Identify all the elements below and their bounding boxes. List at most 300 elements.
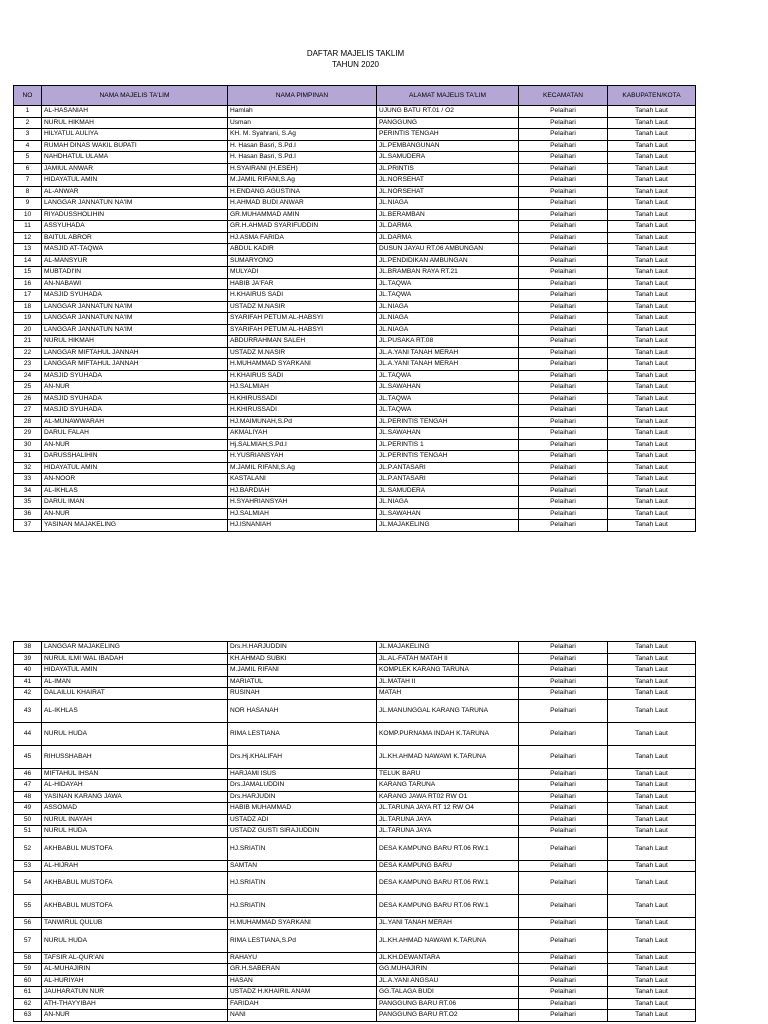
table-row bbox=[14, 267, 696, 279]
cell-kecamatan: Pelaihari bbox=[519, 175, 608, 187]
cell-alamat: PERINTIS TENGAH bbox=[377, 129, 519, 141]
cell-alamat: JL.MAJAKELING bbox=[377, 520, 519, 532]
cell-nama-pimpinan: H.ENDANG AGUSTINA bbox=[228, 186, 377, 198]
table-row bbox=[14, 255, 696, 267]
cell-nama-pimpinan: Hj.SALMIAH,S.Pd.I bbox=[228, 439, 377, 451]
cell-kabupaten: Tanah Laut bbox=[608, 163, 696, 175]
table-row bbox=[14, 244, 696, 256]
cell-kecamatan: Pelaihari bbox=[519, 255, 608, 267]
cell-alamat: KOMP.PURNAMA INDAH K.TARUNA bbox=[377, 722, 519, 745]
cell-kabupaten: Tanah Laut bbox=[608, 152, 696, 164]
cell-nama-majelis: AL-IMAN bbox=[42, 676, 228, 688]
cell-no: 20 bbox=[14, 324, 42, 336]
cell-no: 17 bbox=[14, 290, 42, 302]
table-row bbox=[14, 186, 696, 198]
cell-alamat: JL.NIAGA bbox=[377, 497, 519, 509]
majelis-table-part-2 bbox=[13, 641, 696, 1022]
cell-nama-majelis: AL-MANSYUR bbox=[42, 255, 228, 267]
table-row bbox=[14, 232, 696, 244]
cell-no: 36 bbox=[14, 508, 42, 520]
cell-kabupaten: Tanah Laut bbox=[608, 405, 696, 417]
cell-no: 44 bbox=[14, 722, 42, 745]
table-row bbox=[14, 918, 696, 930]
cell-kabupaten: Tanah Laut bbox=[608, 428, 696, 440]
table-row bbox=[14, 688, 696, 700]
cell-no: 41 bbox=[14, 676, 42, 688]
cell-nama-pimpinan: Drs.JAMALUDDIN bbox=[228, 780, 377, 792]
cell-nama-pimpinan: HJ.SRIATIN bbox=[228, 837, 377, 860]
cell-kabupaten: Tanah Laut bbox=[608, 952, 696, 964]
cell-nama-pimpinan: H.KHAIRUS SADI bbox=[228, 290, 377, 302]
cell-nama-pimpinan: HJ.SRIATIN bbox=[228, 872, 377, 895]
cell-alamat: JL.TARUNA JAYA RT 12 RW O4 bbox=[377, 803, 519, 815]
cell-kecamatan: Pelaihari bbox=[519, 232, 608, 244]
table-row bbox=[14, 382, 696, 394]
table-row bbox=[14, 278, 696, 290]
cell-no: 5 bbox=[14, 152, 42, 164]
cell-kabupaten: Tanah Laut bbox=[608, 462, 696, 474]
table-row bbox=[14, 140, 696, 152]
cell-kecamatan: Pelaihari bbox=[519, 462, 608, 474]
cell-kecamatan: Pelaihari bbox=[519, 826, 608, 838]
cell-nama-pimpinan: GR.H.SABERAN bbox=[228, 964, 377, 976]
cell-kabupaten: Tanah Laut bbox=[608, 688, 696, 700]
cell-nama-majelis: AL-IKHLAS bbox=[42, 485, 228, 497]
cell-alamat: MATAH bbox=[377, 688, 519, 700]
cell-alamat: JL.A.YANI TANAH MERAH bbox=[377, 347, 519, 359]
cell-kabupaten: Tanah Laut bbox=[608, 301, 696, 313]
cell-kecamatan: Pelaihari bbox=[519, 497, 608, 509]
cell-no: 12 bbox=[14, 232, 42, 244]
cell-no: 27 bbox=[14, 405, 42, 417]
cell-nama-pimpinan: USTADZ GUSTI SIRAJUDDIN bbox=[228, 826, 377, 838]
cell-alamat: JL.KH.AHMAD NAWAWI K.TARUNA bbox=[377, 929, 519, 952]
cell-nama-majelis: HILYATUL AULIYA bbox=[42, 129, 228, 141]
cell-kabupaten: Tanah Laut bbox=[608, 508, 696, 520]
cell-no: 21 bbox=[14, 336, 42, 348]
cell-nama-majelis: AN-NUR bbox=[42, 1010, 228, 1022]
cell-nama-pimpinan: FARIDAH bbox=[228, 998, 377, 1010]
cell-kecamatan: Pelaihari bbox=[519, 405, 608, 417]
cell-nama-pimpinan: H.MUHAMMAD SYARKANI bbox=[228, 918, 377, 930]
cell-alamat: KOMPLEK KARANG TARUNA bbox=[377, 665, 519, 677]
cell-kabupaten: Tanah Laut bbox=[608, 474, 696, 486]
cell-nama-pimpinan: RIMA LESTIANA bbox=[228, 722, 377, 745]
cell-no: 55 bbox=[14, 895, 42, 918]
cell-kecamatan: Pelaihari bbox=[519, 699, 608, 722]
cell-alamat: JL.P.ANTASARI bbox=[377, 462, 519, 474]
table-row bbox=[14, 290, 696, 302]
cell-kabupaten: Tanah Laut bbox=[608, 975, 696, 987]
cell-kecamatan: Pelaihari bbox=[519, 768, 608, 780]
cell-no: 39 bbox=[14, 653, 42, 665]
cell-kecamatan: Pelaihari bbox=[519, 359, 608, 371]
cell-nama-majelis: ASSOMAD bbox=[42, 803, 228, 815]
cell-kecamatan: Pelaihari bbox=[519, 803, 608, 815]
cell-nama-pimpinan: HJ.BARDIAH bbox=[228, 485, 377, 497]
cell-alamat: PANGGUNG bbox=[377, 117, 519, 129]
cell-alamat: GG.MUHAJIRIN bbox=[377, 964, 519, 976]
cell-nama-pimpinan: USTADZ M.NASIR bbox=[228, 347, 377, 359]
cell-alamat: JL.SAWAHAN bbox=[377, 428, 519, 440]
cell-nama-pimpinan: HABIB JA'FAR bbox=[228, 278, 377, 290]
cell-kabupaten: Tanah Laut bbox=[608, 699, 696, 722]
cell-nama-majelis: JAUHARATUN NUR bbox=[42, 987, 228, 999]
cell-nama-majelis: DARUL IMAN bbox=[42, 497, 228, 509]
table-row bbox=[14, 653, 696, 665]
cell-kabupaten: Tanah Laut bbox=[608, 393, 696, 405]
cell-kabupaten: Tanah Laut bbox=[608, 485, 696, 497]
cell-nama-majelis: DALAILUL KHAIRAT bbox=[42, 688, 228, 700]
cell-no: 11 bbox=[14, 221, 42, 233]
cell-no: 48 bbox=[14, 791, 42, 803]
header-alamat: ALAMAT MAJELIS TA'LIM bbox=[377, 86, 519, 106]
cell-alamat: TELUK BARU bbox=[377, 768, 519, 780]
table-row bbox=[14, 895, 696, 918]
cell-alamat: JL.DARMA bbox=[377, 221, 519, 233]
header-kabupaten: KABUPATEN/KOTA bbox=[608, 86, 696, 106]
table-row bbox=[14, 665, 696, 677]
cell-alamat: JL.NORSEHAT bbox=[377, 175, 519, 187]
cell-kecamatan: Pelaihari bbox=[519, 221, 608, 233]
table-row bbox=[14, 745, 696, 768]
cell-no: 45 bbox=[14, 745, 42, 768]
cell-kabupaten: Tanah Laut bbox=[608, 336, 696, 348]
cell-no: 37 bbox=[14, 520, 42, 532]
cell-no: 29 bbox=[14, 428, 42, 440]
cell-no: 23 bbox=[14, 359, 42, 371]
table-row bbox=[14, 106, 696, 118]
cell-kecamatan: Pelaihari bbox=[519, 642, 608, 654]
cell-kecamatan: Pelaihari bbox=[519, 929, 608, 952]
cell-alamat: JL.YANI TANAH MERAH bbox=[377, 918, 519, 930]
cell-no: 50 bbox=[14, 814, 42, 826]
cell-nama-majelis: RIYADUSSHOLIHIN bbox=[42, 209, 228, 221]
cell-nama-majelis: AN-NUR bbox=[42, 382, 228, 394]
table-row bbox=[14, 987, 696, 999]
cell-kabupaten: Tanah Laut bbox=[608, 987, 696, 999]
cell-no: 52 bbox=[14, 837, 42, 860]
table-row bbox=[14, 676, 696, 688]
header-kecamatan: KECAMATAN bbox=[519, 86, 608, 106]
cell-kecamatan: Pelaihari bbox=[519, 209, 608, 221]
table-row bbox=[14, 451, 696, 463]
table-row bbox=[14, 175, 696, 187]
cell-kabupaten: Tanah Laut bbox=[608, 232, 696, 244]
cell-alamat: JL.P.ANTASARI bbox=[377, 474, 519, 486]
cell-nama-majelis: YASINAN KARANG JAWA bbox=[42, 791, 228, 803]
table-row bbox=[14, 768, 696, 780]
table-row bbox=[14, 520, 696, 532]
cell-kecamatan: Pelaihari bbox=[519, 508, 608, 520]
cell-kabupaten: Tanah Laut bbox=[608, 929, 696, 952]
cell-alamat: DESA KAMPUNG BARU RT.06 RW.1 bbox=[377, 872, 519, 895]
cell-no: 25 bbox=[14, 382, 42, 394]
cell-nama-pimpinan: HJ.SALMIAH bbox=[228, 508, 377, 520]
cell-kabupaten: Tanah Laut bbox=[608, 278, 696, 290]
cell-nama-pimpinan: MULYADI bbox=[228, 267, 377, 279]
cell-kabupaten: Tanah Laut bbox=[608, 382, 696, 394]
table-header-row bbox=[14, 86, 696, 106]
cell-nama-majelis: NURUL HUDA bbox=[42, 826, 228, 838]
cell-kecamatan: Pelaihari bbox=[519, 1010, 608, 1022]
cell-no: 61 bbox=[14, 987, 42, 999]
cell-no: 33 bbox=[14, 474, 42, 486]
cell-no: 15 bbox=[14, 267, 42, 279]
cell-kabupaten: Tanah Laut bbox=[608, 324, 696, 336]
cell-kabupaten: Tanah Laut bbox=[608, 198, 696, 210]
table-row bbox=[14, 221, 696, 233]
cell-kecamatan: Pelaihari bbox=[519, 975, 608, 987]
cell-nama-majelis: LANGGAR JANNATUN NA'IM bbox=[42, 313, 228, 325]
cell-kecamatan: Pelaihari bbox=[519, 665, 608, 677]
table-row bbox=[14, 370, 696, 382]
cell-kabupaten: Tanah Laut bbox=[608, 642, 696, 654]
cell-alamat: JL.MANUNGGAL KARANG TARUNA bbox=[377, 699, 519, 722]
cell-nama-pimpinan: HJ.SALMIAH bbox=[228, 382, 377, 394]
table-row bbox=[14, 209, 696, 221]
cell-nama-majelis: AL-MUNAWWARAH bbox=[42, 416, 228, 428]
cell-kecamatan: Pelaihari bbox=[519, 872, 608, 895]
cell-kecamatan: Pelaihari bbox=[519, 393, 608, 405]
cell-nama-pimpinan: ABDUL KADIR bbox=[228, 244, 377, 256]
cell-nama-pimpinan: HJ.ASMA FARIDA bbox=[228, 232, 377, 244]
cell-alamat: JL.SAMUDERA bbox=[377, 485, 519, 497]
cell-no: 62 bbox=[14, 998, 42, 1010]
cell-kecamatan: Pelaihari bbox=[519, 987, 608, 999]
table-row bbox=[14, 964, 696, 976]
cell-kabupaten: Tanah Laut bbox=[608, 451, 696, 463]
cell-kabupaten: Tanah Laut bbox=[608, 872, 696, 895]
cell-alamat: JL.SAWAHAN bbox=[377, 508, 519, 520]
cell-nama-pimpinan: GR.MUHAMMAD AMIN bbox=[228, 209, 377, 221]
cell-kecamatan: Pelaihari bbox=[519, 653, 608, 665]
cell-nama-majelis: AN-NUR bbox=[42, 439, 228, 451]
cell-no: 32 bbox=[14, 462, 42, 474]
table-row bbox=[14, 975, 696, 987]
cell-nama-pimpinan: Drs.Hj.KHALIFAH bbox=[228, 745, 377, 768]
cell-kecamatan: Pelaihari bbox=[519, 998, 608, 1010]
cell-no: 4 bbox=[14, 140, 42, 152]
cell-kecamatan: Pelaihari bbox=[519, 964, 608, 976]
table-row bbox=[14, 508, 696, 520]
table-row bbox=[14, 998, 696, 1010]
cell-kecamatan: Pelaihari bbox=[519, 324, 608, 336]
cell-kecamatan: Pelaihari bbox=[519, 814, 608, 826]
cell-kabupaten: Tanah Laut bbox=[608, 1010, 696, 1022]
cell-alamat: JL.TARUNA JAYA bbox=[377, 814, 519, 826]
cell-nama-majelis: LANGGAR JANNATUN NA'IM bbox=[42, 301, 228, 313]
cell-kabupaten: Tanah Laut bbox=[608, 791, 696, 803]
cell-kabupaten: Tanah Laut bbox=[608, 768, 696, 780]
cell-alamat: JL.NIAGA bbox=[377, 313, 519, 325]
cell-alamat: GG.TALAGA BUDI bbox=[377, 987, 519, 999]
cell-alamat: JL.TAQWA bbox=[377, 393, 519, 405]
cell-kabupaten: Tanah Laut bbox=[608, 814, 696, 826]
cell-alamat: JL.KH.AHMAD NAWAWI K.TARUNA bbox=[377, 745, 519, 768]
cell-nama-pimpinan: HASAN bbox=[228, 975, 377, 987]
cell-nama-pimpinan: HJ.SRIATIN bbox=[228, 895, 377, 918]
cell-nama-majelis: AKHBABUL MUSTOFA bbox=[42, 872, 228, 895]
cell-nama-majelis: LANGGAR MIFTAHUL JANNAH bbox=[42, 359, 228, 371]
table-row bbox=[14, 313, 696, 325]
cell-kabupaten: Tanah Laut bbox=[608, 653, 696, 665]
cell-kecamatan: Pelaihari bbox=[519, 676, 608, 688]
cell-nama-majelis: MUBTADI'IN bbox=[42, 267, 228, 279]
cell-nama-pimpinan: HABIB MUHAMMAD bbox=[228, 803, 377, 815]
cell-nama-pimpinan: H.SYAHRIANSYAH bbox=[228, 497, 377, 509]
table-row bbox=[14, 393, 696, 405]
cell-nama-pimpinan: USTADZ ADI bbox=[228, 814, 377, 826]
cell-nama-pimpinan: HJ.MAIMUNAH,S.Pd bbox=[228, 416, 377, 428]
cell-kecamatan: Pelaihari bbox=[519, 140, 608, 152]
cell-kecamatan: Pelaihari bbox=[519, 117, 608, 129]
cell-nama-pimpinan: H.SYAIRANI (H.ESEH) bbox=[228, 163, 377, 175]
cell-no: 54 bbox=[14, 872, 42, 895]
cell-nama-pimpinan: KASTALANI bbox=[228, 474, 377, 486]
cell-nama-majelis: BAITUL ABROR bbox=[42, 232, 228, 244]
cell-nama-majelis: HIDAYATUL AMIN bbox=[42, 665, 228, 677]
cell-kecamatan: Pelaihari bbox=[519, 451, 608, 463]
cell-kecamatan: Pelaihari bbox=[519, 186, 608, 198]
table-row bbox=[14, 722, 696, 745]
cell-kecamatan: Pelaihari bbox=[519, 267, 608, 279]
cell-nama-majelis: RIHUSSHABAH bbox=[42, 745, 228, 768]
cell-alamat: JL.BERAMBAN bbox=[377, 209, 519, 221]
table-row bbox=[14, 416, 696, 428]
cell-no: 30 bbox=[14, 439, 42, 451]
table-row bbox=[14, 462, 696, 474]
cell-alamat: JL.MATAH II bbox=[377, 676, 519, 688]
cell-alamat: JL.DARMA bbox=[377, 232, 519, 244]
cell-no: 28 bbox=[14, 416, 42, 428]
cell-no: 7 bbox=[14, 175, 42, 187]
cell-no: 43 bbox=[14, 699, 42, 722]
cell-no: 31 bbox=[14, 451, 42, 463]
cell-no: 1 bbox=[14, 106, 42, 118]
cell-kabupaten: Tanah Laut bbox=[608, 722, 696, 745]
cell-nama-majelis: AN-NOOR bbox=[42, 474, 228, 486]
cell-alamat: JL.A.YANI ANGSAU bbox=[377, 975, 519, 987]
table-row bbox=[14, 359, 696, 371]
cell-no: 40 bbox=[14, 665, 42, 677]
cell-nama-pimpinan: Hamlah bbox=[228, 106, 377, 118]
cell-nama-pimpinan: KH.AHMAD SUBKI bbox=[228, 653, 377, 665]
table-row bbox=[14, 439, 696, 451]
cell-kecamatan: Pelaihari bbox=[519, 520, 608, 532]
table-row bbox=[14, 117, 696, 129]
table-row bbox=[14, 163, 696, 175]
table-row bbox=[14, 324, 696, 336]
cell-no: 8 bbox=[14, 186, 42, 198]
cell-nama-majelis: MASJID SYUHADA bbox=[42, 405, 228, 417]
cell-no: 19 bbox=[14, 313, 42, 325]
header-nama-pimpinan: NAMA PIMPINAN bbox=[228, 86, 377, 106]
table-row bbox=[14, 347, 696, 359]
cell-nama-pimpinan: H.MUHAMMAD SYARKANI bbox=[228, 359, 377, 371]
cell-nama-majelis: AKHBABUL MUSTOFA bbox=[42, 837, 228, 860]
cell-alamat: JL.TAQWA bbox=[377, 405, 519, 417]
cell-nama-majelis: NURUL INAYAH bbox=[42, 814, 228, 826]
cell-nama-majelis: AL-HURIYAH bbox=[42, 975, 228, 987]
cell-nama-majelis: YASINAN MAJAKELING bbox=[42, 520, 228, 532]
cell-no: 60 bbox=[14, 975, 42, 987]
table-row bbox=[14, 780, 696, 792]
cell-nama-majelis: AL-HASANIAH bbox=[42, 106, 228, 118]
cell-nama-majelis: LANGGAR MAJAKELING bbox=[42, 642, 228, 654]
cell-kecamatan: Pelaihari bbox=[519, 382, 608, 394]
cell-kecamatan: Pelaihari bbox=[519, 278, 608, 290]
table-row bbox=[14, 814, 696, 826]
cell-alamat: DESA KAMPUNG BARU RT.06 RW.1 bbox=[377, 837, 519, 860]
cell-nama-pimpinan: AKMALIYAH bbox=[228, 428, 377, 440]
table-row bbox=[14, 497, 696, 509]
cell-alamat: JL.PRINTIS bbox=[377, 163, 519, 175]
cell-nama-pimpinan: H. Hasan Basri, S.Pd.I bbox=[228, 140, 377, 152]
cell-kabupaten: Tanah Laut bbox=[608, 106, 696, 118]
cell-alamat: JL.SAWAHAN bbox=[377, 382, 519, 394]
cell-nama-pimpinan: GR.H.AHMAD SYARIFUDDIN bbox=[228, 221, 377, 233]
cell-nama-majelis: AN-NUR bbox=[42, 508, 228, 520]
cell-kabupaten: Tanah Laut bbox=[608, 895, 696, 918]
table-row bbox=[14, 301, 696, 313]
cell-kecamatan: Pelaihari bbox=[519, 416, 608, 428]
cell-nama-majelis: LANGGAR MIFTAHUL JANNAH bbox=[42, 347, 228, 359]
cell-kecamatan: Pelaihari bbox=[519, 163, 608, 175]
cell-kabupaten: Tanah Laut bbox=[608, 665, 696, 677]
cell-kabupaten: Tanah Laut bbox=[608, 359, 696, 371]
cell-kabupaten: Tanah Laut bbox=[608, 918, 696, 930]
cell-nama-majelis: DARUSSHALIHIN bbox=[42, 451, 228, 463]
cell-no: 63 bbox=[14, 1010, 42, 1022]
cell-alamat: DUSUN JAYAU RT.06 AMBUNGAN bbox=[377, 244, 519, 256]
cell-nama-pimpinan: HARJAMI ISUS bbox=[228, 768, 377, 780]
cell-no: 42 bbox=[14, 688, 42, 700]
cell-kabupaten: Tanah Laut bbox=[608, 497, 696, 509]
cell-nama-majelis: LANGGAR JANNATUN NA'IM bbox=[42, 324, 228, 336]
header-nama-majelis: NAMA MAJELIS TA'LIM bbox=[42, 86, 228, 106]
cell-no: 58 bbox=[14, 952, 42, 964]
cell-alamat: JL.A.YANI TANAH MERAH bbox=[377, 359, 519, 371]
cell-alamat: JL.PEMBANGUNAN bbox=[377, 140, 519, 152]
document-subtitle: TAHUN 2020 bbox=[332, 60, 379, 69]
table-row bbox=[14, 826, 696, 838]
cell-nama-majelis: ASSYUHADA bbox=[42, 221, 228, 233]
cell-nama-majelis: AL-MUHAJIRIN bbox=[42, 964, 228, 976]
cell-alamat: JL.NIAGA bbox=[377, 324, 519, 336]
cell-no: 59 bbox=[14, 964, 42, 976]
cell-no: 2 bbox=[14, 117, 42, 129]
table-row bbox=[14, 198, 696, 210]
cell-kecamatan: Pelaihari bbox=[519, 198, 608, 210]
cell-no: 13 bbox=[14, 244, 42, 256]
table-row bbox=[14, 152, 696, 164]
cell-kabupaten: Tanah Laut bbox=[608, 347, 696, 359]
cell-kecamatan: Pelaihari bbox=[519, 290, 608, 302]
cell-kecamatan: Pelaihari bbox=[519, 129, 608, 141]
cell-nama-majelis: AL-HIDAYAH bbox=[42, 780, 228, 792]
cell-no: 18 bbox=[14, 301, 42, 313]
cell-no: 26 bbox=[14, 393, 42, 405]
cell-nama-majelis: AL-HIJRAH bbox=[42, 860, 228, 872]
cell-nama-majelis: DARUL FALAH bbox=[42, 428, 228, 440]
cell-nama-majelis: NURUL HIKMAH bbox=[42, 117, 228, 129]
cell-nama-pimpinan: USTADZ H.KHAIRIL ANAM bbox=[228, 987, 377, 999]
cell-alamat: PANGGUNG BARU RT.06 bbox=[377, 998, 519, 1010]
cell-nama-majelis: MASJID SYUHADA bbox=[42, 290, 228, 302]
cell-kecamatan: Pelaihari bbox=[519, 952, 608, 964]
cell-kabupaten: Tanah Laut bbox=[608, 520, 696, 532]
